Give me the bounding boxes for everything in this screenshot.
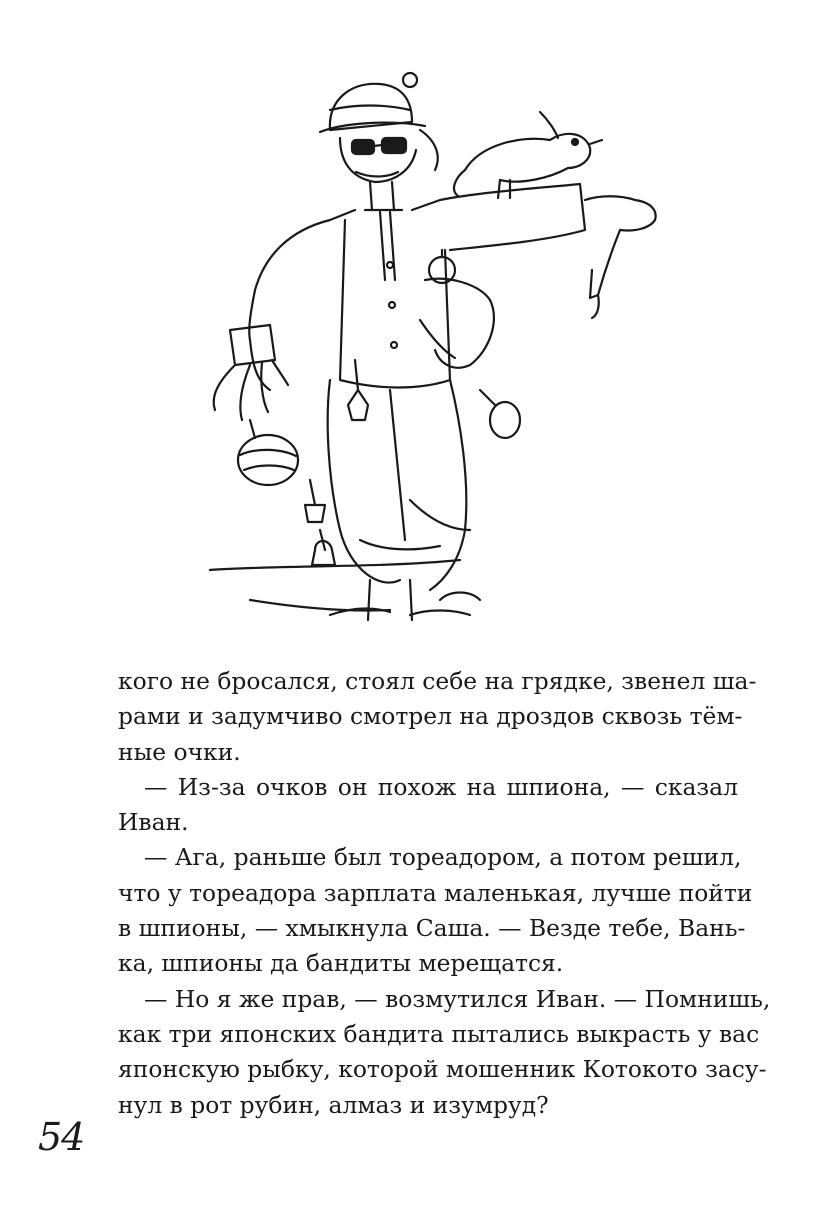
text-line: ка, шпионы да бандиты мерещатся. [118, 949, 564, 978]
text-line: кого не бросался, стоял себе на грядке, звенел ша- [118, 667, 757, 695]
text-line: в шпионы, — хмыкнула Саша. — Везде тебе, Вань- [118, 914, 746, 943]
text-line: что у тореадора зарплата маленькая, лучше пойти [118, 878, 753, 907]
text-line: — Из-за очков он похож на шпиона, — сказал [144, 772, 738, 801]
text-line: — Но я же прав, — возмутился Иван. — Помнишь, [144, 984, 771, 1013]
text-line: нул в рот рубин, алмаз и изумруд? [118, 1090, 549, 1119]
text-line: рами и задумчиво смотрел на дроздов сквозь тём- [118, 702, 743, 731]
text-line: Иван. [118, 808, 189, 837]
body-text [118, 664, 771, 1123]
text-line: ные очки. [118, 737, 241, 766]
scarecrow-illustration [180, 60, 670, 630]
page-number: 54 [38, 1115, 85, 1159]
text-line: — Ага, раньше был тореадором, а потом решил, [144, 843, 742, 872]
text-line: как три японских бандита пытались выкрасть у вас [118, 1019, 760, 1048]
text-line: японскую рыбку, которой мошенник Котокото засу- [118, 1055, 767, 1084]
